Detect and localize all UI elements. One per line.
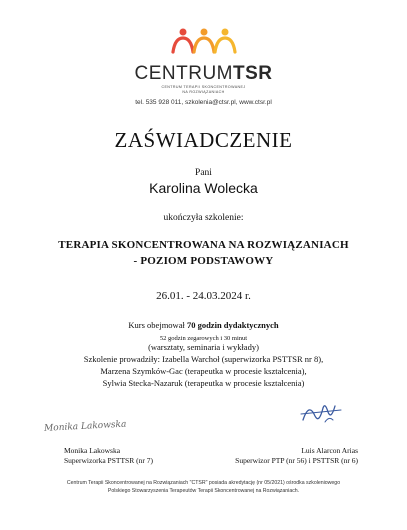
recipient-name: Karolina Wolecka xyxy=(149,180,258,196)
certificate-title: ZAŚWIADCZENIE xyxy=(114,128,293,152)
trainers-line-3: Sylwia Stecka-Nazaruk (terapeutka w procesie kształcenia) xyxy=(102,378,305,388)
signer-right xyxy=(235,446,358,466)
footer-line-2: Polskiego Stowarzyszenia Terapeutów Terapii Skoncentrowanej na Rozwiązaniach. xyxy=(107,487,300,494)
salutation: Pani xyxy=(195,168,212,178)
hours-bold: 70 godzin dydaktycznych xyxy=(186,320,279,330)
brand-name xyxy=(0,63,407,85)
brand-part-1: CENTRUM xyxy=(134,63,233,84)
course-title-line-1: TERAPIA SKONCENTROWANA NA ROZWIĄZANIACH xyxy=(58,239,349,251)
ctsr-logo xyxy=(0,26,407,56)
course-title-line-2: - POZIOM PODSTAWOWY xyxy=(133,255,274,267)
signer-left xyxy=(64,446,153,466)
footer-line-1: Centrum Terapii Skoncentrowanej na Rozwiązaniach "CTSR" posiada akredytację (nr 05/2021) ośrodka szkoleniowego xyxy=(66,480,341,486)
hours-sub: 52 godzin zegarowych i 30 minut xyxy=(159,335,248,342)
tagline-line-2: NA ROZWIĄZANIACH xyxy=(182,90,225,94)
right-signature-image xyxy=(295,398,350,426)
completed-text: ukończyła szkolenie: xyxy=(163,213,244,223)
trainers-line-2: Marzena Szymków-Gac (terapeutka w procesie kształcenia), xyxy=(100,366,307,376)
brand-part-2: TSR xyxy=(233,63,273,84)
signer-right-role: Superwizor PTP (nr 56) i PSTTSR (nr 6) xyxy=(235,456,358,465)
left-signature-image xyxy=(40,414,135,436)
contact-info: tel. 535 928 011, szkolenia@ctsr.pl, www.ctsr.pl xyxy=(135,99,272,106)
course-dates: 26.01. - 24.03.2024 r. xyxy=(156,290,251,302)
tagline-line-1: CENTRUM TERAPII SKONCENTROWANEJ xyxy=(161,85,246,89)
people-logo-icon xyxy=(169,26,239,56)
course-format: (warsztaty, seminaria i wykłady) xyxy=(148,342,259,352)
accreditation-footer xyxy=(40,480,367,495)
signer-right-name: Luis Alarcon Arias xyxy=(301,446,358,455)
hours-prefix: Kurs obejmował xyxy=(128,320,187,330)
course-title xyxy=(0,237,407,269)
trainers-line-1: Szkolenie prowadziły: Izabella Warchoł (superwizorka PSTTSR nr 8), xyxy=(83,354,324,364)
hours-line xyxy=(0,320,407,330)
left-signature-text: Monika Lakowska xyxy=(43,419,127,434)
signer-left-role: Superwizorka PSTTSR (nr 7) xyxy=(64,456,153,465)
signer-left-name: Monika Lakowska xyxy=(64,446,121,455)
